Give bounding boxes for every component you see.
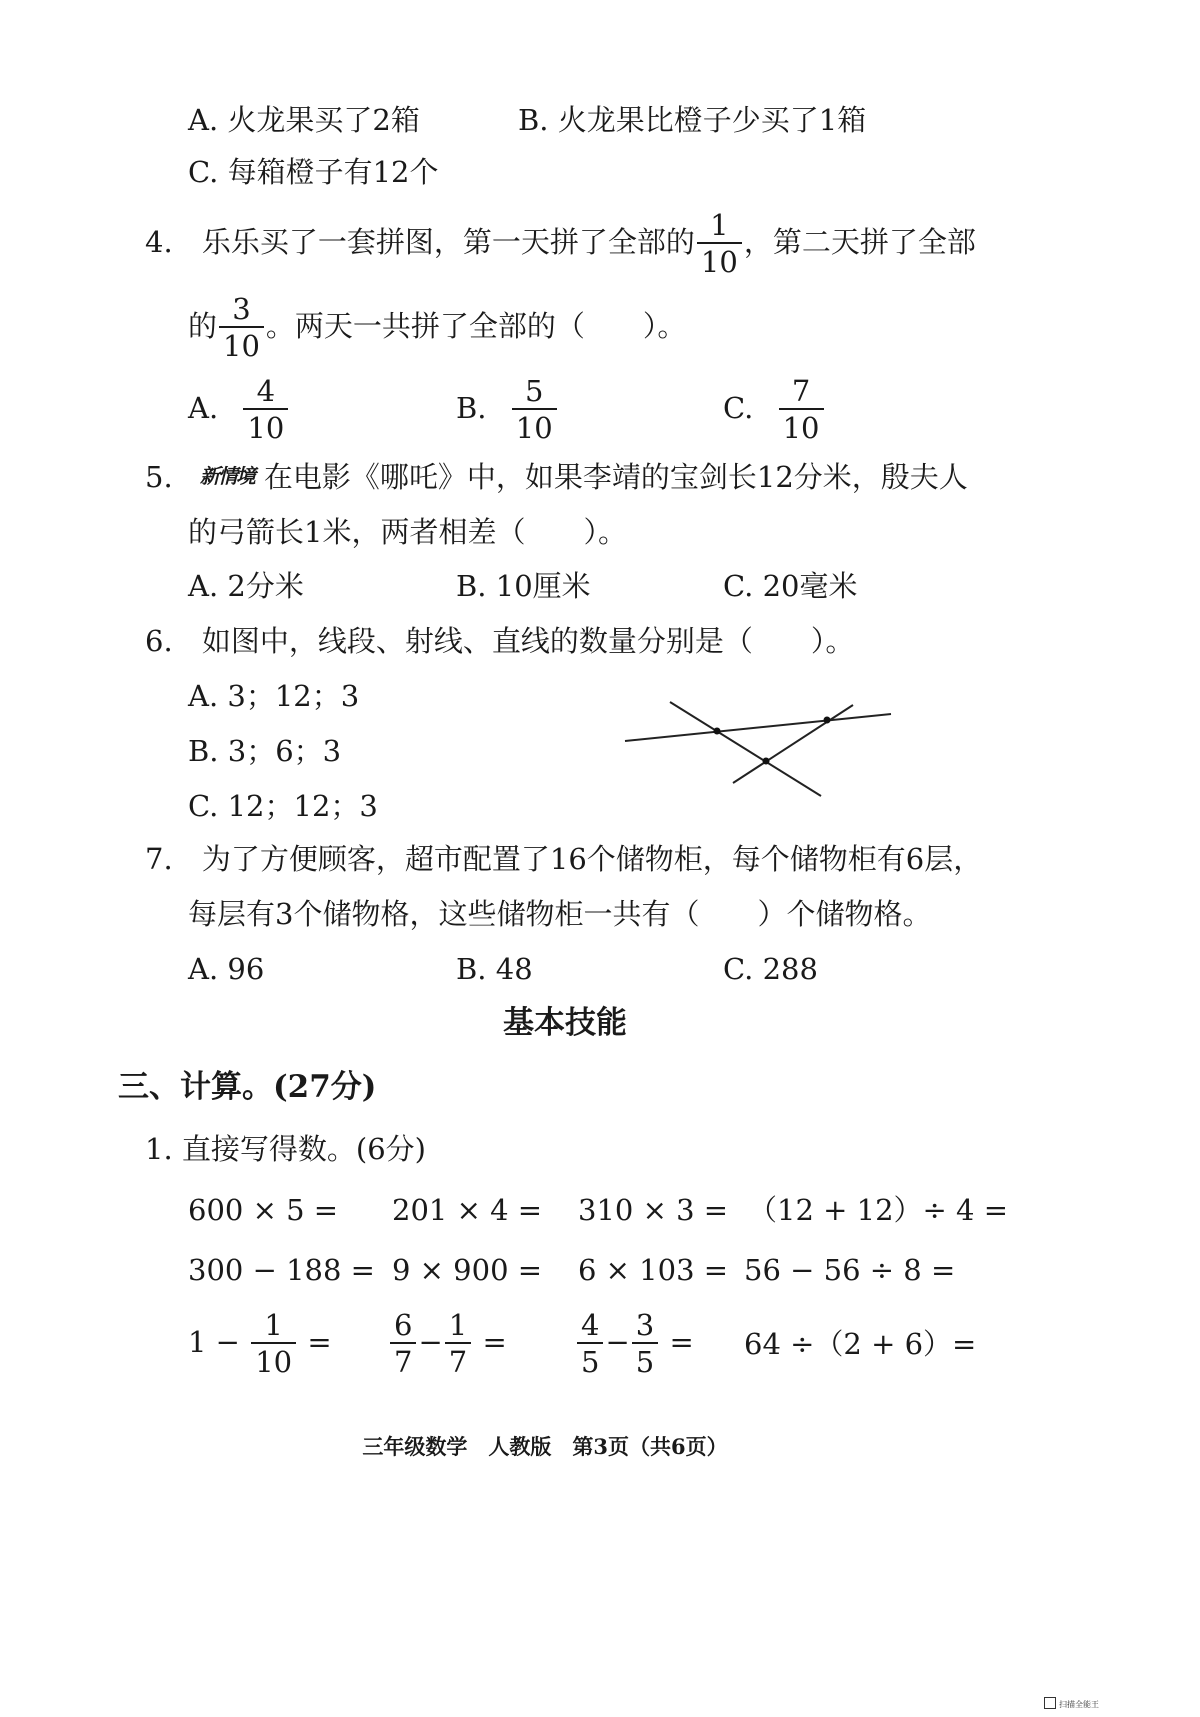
q4-frac1-numerator: 1 xyxy=(710,208,729,242)
calc-r3-c3-numerator-1: 4 xyxy=(581,1308,600,1342)
calc-r3-c3-fraction-1 xyxy=(577,1310,603,1378)
q5-text-1: 在电影《哪吒》中，如果李靖的宝剑长12分米，殷夫人 xyxy=(263,460,968,494)
q6-number: 6. xyxy=(145,624,173,658)
section-heading: 基本技能 xyxy=(503,1005,627,1041)
q4-frac1-denominator: 10 xyxy=(697,242,742,277)
q3-option-a: A. 火龙果买了2箱 xyxy=(188,103,420,137)
q4-option-a xyxy=(188,376,290,444)
q4-fraction-2 xyxy=(219,294,264,362)
q5-option-b: B. 10厘米 xyxy=(456,569,591,603)
q6-text: 如图中，线段、射线、直线的数量分别是（ ）。 xyxy=(201,624,855,658)
q3-option-c: C. 每箱橙子有12个 xyxy=(188,155,439,189)
q7-option-a: A. 96 xyxy=(188,952,265,986)
q6-line-descending xyxy=(670,702,821,796)
q4-text-1: 乐乐买了一套拼图，第一天拼了全部的 xyxy=(201,224,695,259)
calc-r3-c1 xyxy=(188,1310,332,1378)
calc-r3-c2-fraction-1 xyxy=(390,1310,416,1378)
q4-option-a-numerator: 4 xyxy=(256,374,276,408)
q6-point-left xyxy=(714,728,721,735)
scanner-badge xyxy=(1044,1697,1099,1709)
q4-text-4: 。两天一共拼了全部的（ ）。 xyxy=(265,308,687,343)
q4-text-3: 的 xyxy=(188,308,218,343)
calc-r2-c3: 6 × 103 = xyxy=(578,1253,729,1287)
q4-line2 xyxy=(188,294,686,362)
calc-r3-c4: 64 ÷（2 + 6）= xyxy=(744,1327,977,1361)
q4-option-b-letter: B. xyxy=(456,390,487,425)
calc-r2-c1: 300 − 188 = xyxy=(188,1253,375,1287)
q7-text-1: 为了方便顾客，超市配置了16个储物柜，每个储物柜有6层， xyxy=(201,842,983,876)
scanner-logo-icon xyxy=(1044,1697,1056,1709)
q4-frac2-numerator: 3 xyxy=(232,292,251,326)
q4-option-c-fraction xyxy=(779,376,824,444)
q4-option-c xyxy=(723,376,826,444)
q7-number: 7. xyxy=(145,842,173,876)
q5-option-c: C. 20毫米 xyxy=(723,569,858,603)
calc-r3-c3-equals: = xyxy=(669,1324,694,1359)
q4-fraction-1 xyxy=(697,210,742,278)
q4-option-b-numerator: 5 xyxy=(524,374,544,408)
calc-r3-c3-numerator-2: 3 xyxy=(635,1308,655,1342)
part3-title: 三、计算。(27分) xyxy=(118,1069,377,1105)
calc-r2-c4: 56 − 56 ÷ 8 = xyxy=(744,1253,956,1287)
q6-line1 xyxy=(145,624,855,658)
q4-text-2: ，第二天拼了全部 xyxy=(743,224,976,259)
q4-option-a-denominator: 10 xyxy=(243,408,288,443)
q5-number: 5. xyxy=(145,460,173,494)
calc-r3-c2-numerator-2: 1 xyxy=(448,1308,468,1342)
calc-r3-c3-operator: − xyxy=(605,1324,630,1359)
calc-r3-c2 xyxy=(388,1310,507,1378)
q4-option-a-letter: A. xyxy=(188,390,219,425)
scanner-badge-text: 扫描全能王 xyxy=(1059,1700,1099,1709)
q5-option-a: A. 2分米 xyxy=(188,569,304,603)
q7-line1 xyxy=(145,842,983,876)
calc-r3-c3-fraction-2 xyxy=(632,1310,658,1378)
q4-line1 xyxy=(145,210,976,278)
q4-option-b xyxy=(456,376,559,444)
q6-option-b: B. 3；6；3 xyxy=(188,734,342,768)
q6-line-figure xyxy=(615,690,900,805)
calc-r3-c3-denominator-2: 5 xyxy=(632,1342,658,1377)
calc-r3-c2-denominator-1: 7 xyxy=(390,1342,416,1377)
calc-r3-c1-denominator: 10 xyxy=(251,1342,296,1377)
calc-r3-c2-denominator-2: 7 xyxy=(445,1342,471,1377)
q3-option-b: B. 火龙果比橙子少买了1箱 xyxy=(518,103,867,137)
q4-option-c-letter: C. xyxy=(723,390,754,425)
q7-option-c: C. 288 xyxy=(723,952,818,986)
calc-r1-c2: 201 × 4 = xyxy=(392,1193,543,1227)
q6-straight-line xyxy=(625,714,891,741)
calc-r3-c3 xyxy=(575,1310,694,1378)
calc-r3-c2-operator: − xyxy=(418,1324,443,1359)
calc-r3-c2-equals: = xyxy=(482,1324,507,1359)
q6-line-ascending xyxy=(733,705,853,783)
q5-line2: 的弓箭长1米，两者相差（ ）。 xyxy=(188,515,627,549)
q4-number: 4. xyxy=(145,224,173,259)
calc-r3-c2-numerator-1: 6 xyxy=(394,1308,413,1342)
calc-r1-c1: 600 × 5 = xyxy=(188,1193,339,1227)
q7-option-b: B. 48 xyxy=(456,952,533,986)
calc-r3-c1-numerator: 1 xyxy=(264,1308,283,1342)
calc-r3-c1-equals: = xyxy=(307,1324,332,1359)
calc-r1-c4: （12 + 12）÷ 4 = xyxy=(748,1193,1009,1227)
q4-option-c-numerator: 7 xyxy=(791,374,811,408)
q4-option-b-denominator: 10 xyxy=(512,408,557,443)
q4-option-b-fraction xyxy=(512,376,557,444)
q4-option-a-fraction xyxy=(243,376,288,444)
page-footer: 三年级数学 人教版 第3页（共6页） xyxy=(362,1434,728,1459)
q6-option-a: A. 3；12；3 xyxy=(188,679,360,713)
calc-r3-c2-fraction-2 xyxy=(445,1310,471,1378)
calc-r1-c3: 310 × 3 = xyxy=(578,1193,729,1227)
q6-point-bottom xyxy=(763,758,770,765)
q5-line1 xyxy=(145,460,968,494)
new-context-badge: 新情境 xyxy=(199,464,254,488)
calc-r2-c2: 9 × 900 = xyxy=(392,1253,543,1287)
q7-line2: 每层有3个储物格，这些储物柜一共有（ ）个储物格。 xyxy=(188,897,932,931)
calc-r3-c1-lead: 1 − xyxy=(188,1324,240,1359)
q6-option-c: C. 12；12；3 xyxy=(188,789,378,823)
q6-point-right xyxy=(824,717,831,724)
part3-sub1: 1. 直接写得数。(6分) xyxy=(145,1132,426,1166)
calc-r3-c1-fraction xyxy=(251,1310,296,1378)
calc-r3-c3-denominator-1: 5 xyxy=(577,1342,603,1377)
q4-frac2-denominator: 10 xyxy=(219,326,264,361)
q4-option-c-denominator: 10 xyxy=(779,408,824,443)
